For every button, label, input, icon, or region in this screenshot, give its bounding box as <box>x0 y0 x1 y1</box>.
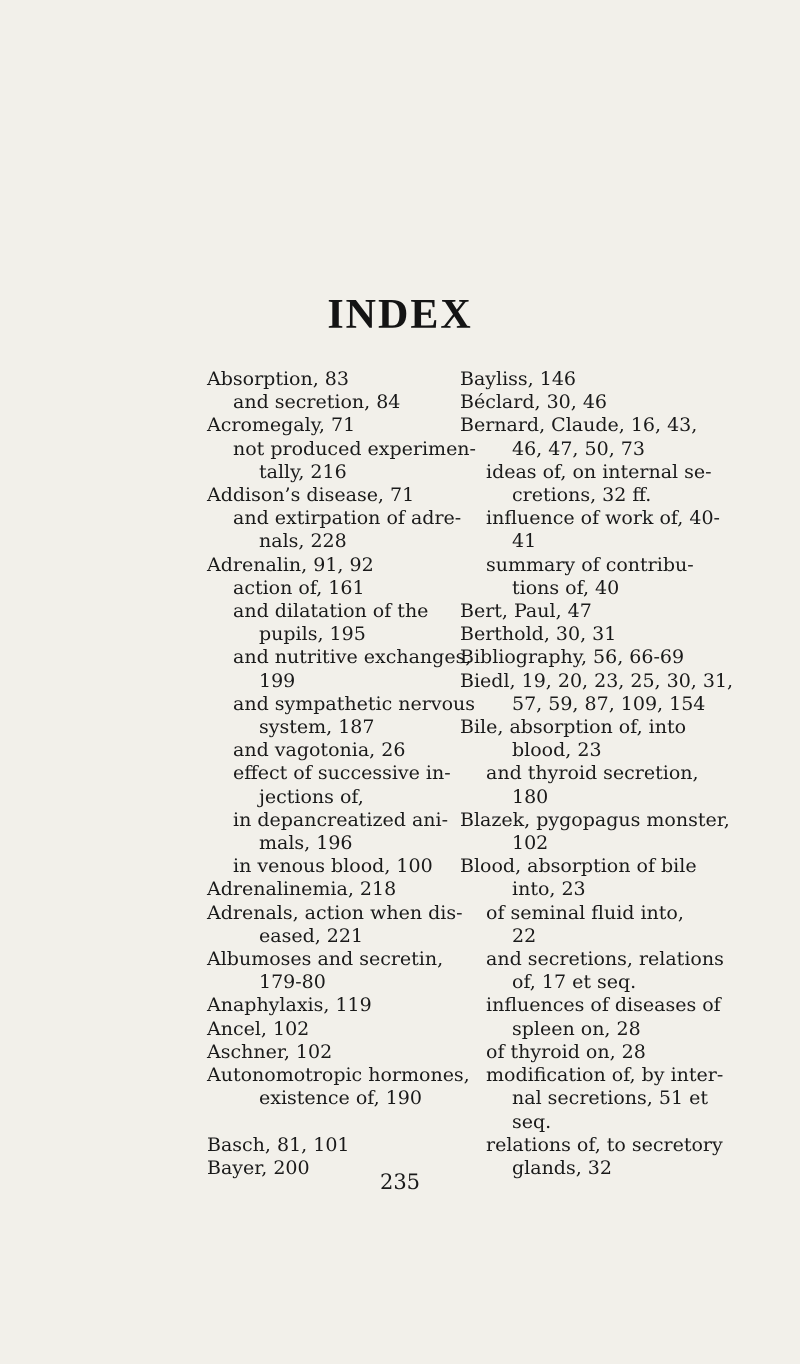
index-continuation: of, 17 et seq. <box>512 971 637 994</box>
index-continuation: spleen on, 28 <box>512 1017 641 1040</box>
index-entry: Ancel, 102 <box>207 1017 310 1040</box>
index-continuation: into, 23 <box>512 878 586 901</box>
index-entry: Biedl, 19, 20, 23, 25, 30, 31, <box>460 669 734 692</box>
index-entry: Berthold, 30, 31 <box>460 623 617 646</box>
index-entry: Bert, Paul, 47 <box>460 600 592 623</box>
index-subentry: of thyroid on, 28 <box>486 1040 646 1063</box>
index-continuation: 199 <box>259 669 296 692</box>
index-column-right <box>460 368 734 1180</box>
index-continuation: 46, 47, 50, 73 <box>512 437 645 460</box>
page-number: 235 <box>379 1170 421 1194</box>
index-entry: Anaphylaxis, 119 <box>207 994 372 1017</box>
index-subentry: in depancreatized ani- <box>233 808 449 831</box>
index-entry: Blazek, pygopagus monster, <box>460 808 730 831</box>
index-entry: Basch, 81, 101 <box>207 1133 350 1156</box>
index-entry: Albumoses and secretin, <box>207 948 444 971</box>
index-continuation: seq. <box>512 1110 552 1133</box>
index-continuation: 180 <box>512 785 549 808</box>
index-continuation: jections of, <box>259 785 364 808</box>
index-continuation: 102 <box>512 832 549 855</box>
index-column-left <box>207 368 476 1180</box>
index-entry: Adrenalin, 91, 92 <box>207 553 374 576</box>
index-continuation: nals, 228 <box>259 530 347 553</box>
index-subentry: action of, 161 <box>233 576 365 599</box>
index-subentry: of seminal fluid into, <box>486 901 684 924</box>
index-subentry: and vagotonia, 26 <box>233 739 406 762</box>
index-entry: Bernard, Claude, 16, 43, <box>460 414 698 437</box>
index-continuation: mals, 196 <box>259 832 353 855</box>
index-subentry: and thyroid secretion, <box>486 762 699 785</box>
index-subentry: influence of work of, 40- <box>486 507 720 530</box>
index-continuation: glands, 32 <box>512 1156 612 1179</box>
index-entry: Béclard, 30, 46 <box>460 391 608 414</box>
index-entry: Bayliss, 146 <box>460 368 577 390</box>
index-subentry: and nutritive exchanges, <box>233 646 472 669</box>
index-continuation: blood, 23 <box>512 739 602 762</box>
index-continuation: eased, 221 <box>259 924 364 947</box>
index-continuation: 179-80 <box>259 971 326 994</box>
index-continuation: system, 187 <box>259 716 375 739</box>
index-continuation: 41 <box>512 530 537 553</box>
index-entry: Bile, absorption of, into <box>460 716 687 739</box>
index-subentry: relations of, to secretory <box>486 1133 723 1156</box>
index-continuation: pupils, 195 <box>259 623 366 646</box>
letter-gap <box>207 1111 340 1134</box>
index-subentry: summary of contribu- <box>486 553 694 576</box>
index-entry: Acromegaly, 71 <box>207 414 356 437</box>
index-subentry: modification of, by inter- <box>486 1064 724 1087</box>
index-entry: Addison’s disease, 71 <box>207 484 415 507</box>
index-entry: Aschner, 102 <box>207 1040 333 1063</box>
index-subentry: ideas of, on internal se- <box>486 460 712 483</box>
index-entry: Absorption, 83 <box>207 368 349 390</box>
index-continuation: tally, 216 <box>259 460 347 483</box>
index-entry: Autonomotropic hormones, <box>207 1064 470 1087</box>
index-entry: Bayer, 200 <box>207 1156 310 1179</box>
index-continuation: 22 <box>512 924 537 947</box>
index-continuation: cretions, 32 ff. <box>512 484 652 507</box>
index-continuation: existence of, 190 <box>259 1087 422 1110</box>
index-entry: Adrenalinemia, 218 <box>207 878 397 901</box>
index-subentry: and sympathetic nervous <box>233 692 475 715</box>
index-entry: Bibliography, 56, 66-69 <box>460 646 685 669</box>
index-entry: Blood, absorption of bile <box>460 855 697 878</box>
index-subentry: influences of diseases of <box>486 994 721 1017</box>
page-title: INDEX <box>327 292 473 338</box>
index-subentry: in venous blood, 100 <box>233 855 433 878</box>
index-subentry: and dilatation of the <box>233 600 429 623</box>
index-subentry: not produced experimen- <box>233 437 476 460</box>
index-continuation: tions of, 40 <box>512 576 620 599</box>
index-subentry: and secretion, 84 <box>233 391 401 414</box>
index-continuation: 57, 59, 87, 109, 154 <box>512 692 706 715</box>
index-continuation: nal secretions, 51 et <box>512 1087 708 1110</box>
index-subentry: and secretions, relations <box>486 948 724 971</box>
index-subentry: effect of successive in- <box>233 762 451 785</box>
index-subentry: and extirpation of adre- <box>233 507 462 530</box>
index-entry: Adrenals, action when dis- <box>207 901 463 924</box>
